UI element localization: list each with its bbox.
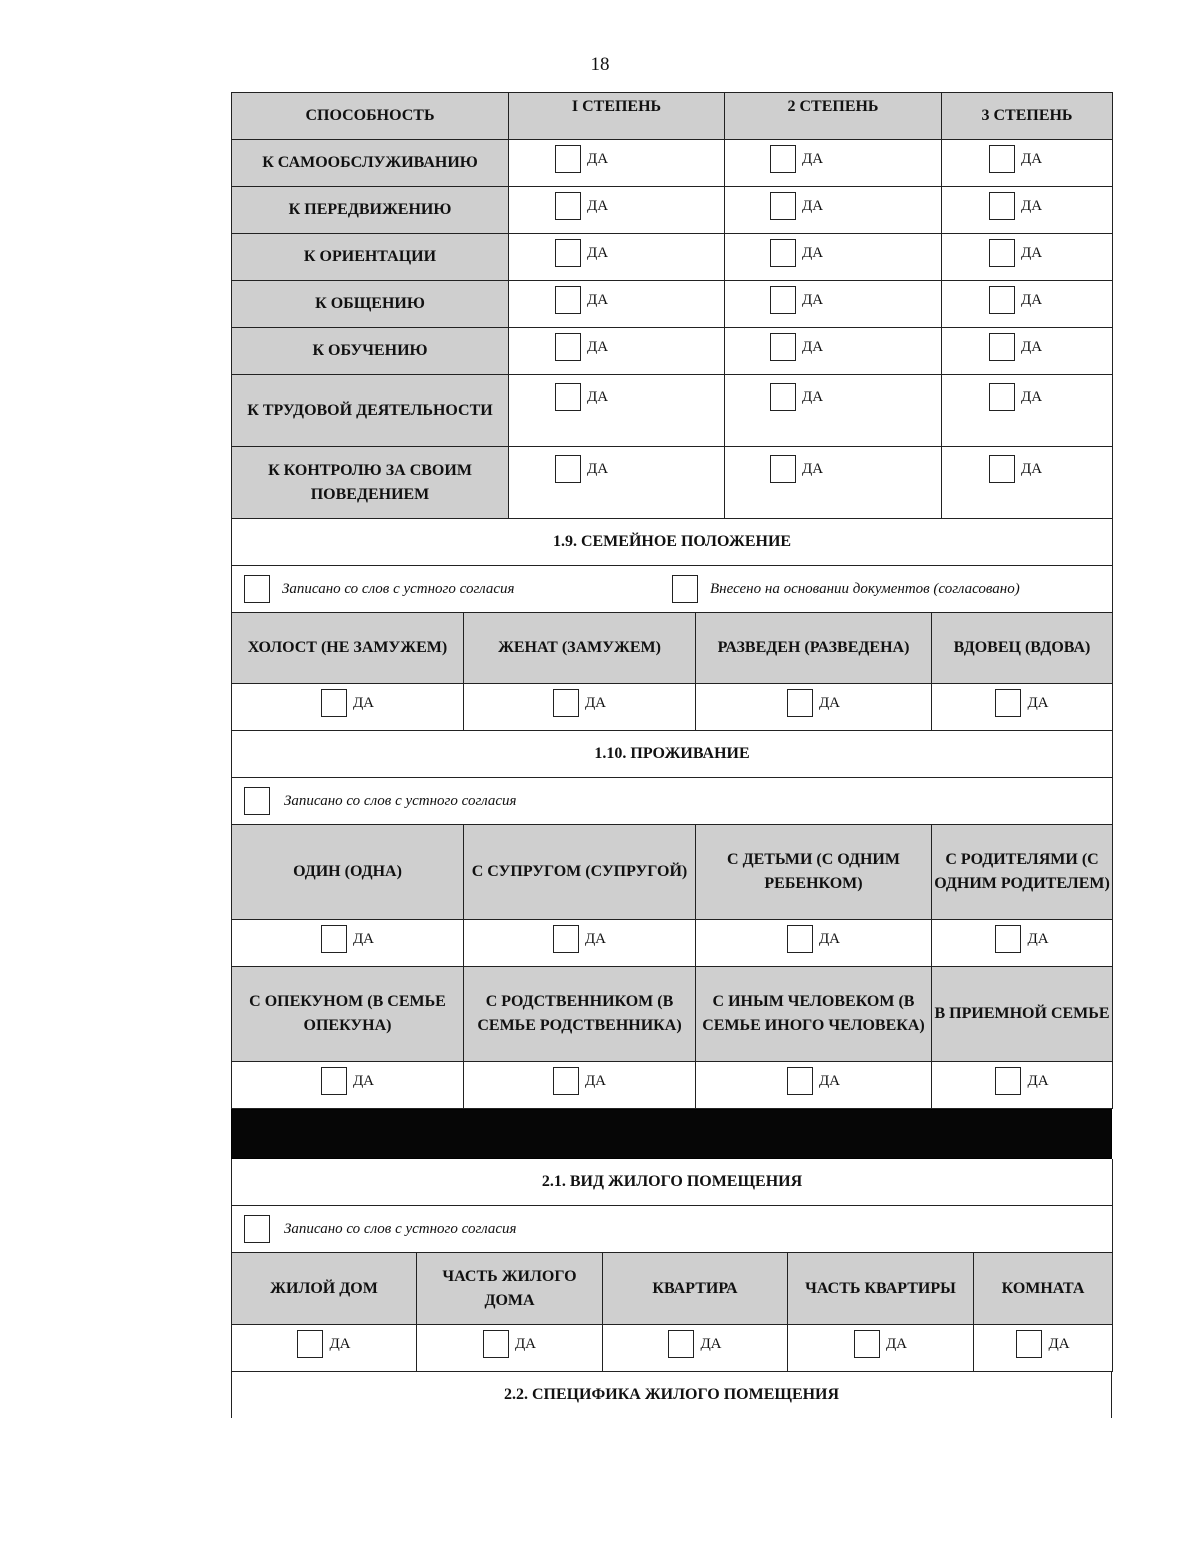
housing-yes-3-cell	[788, 1325, 974, 1372]
ability-6-degree-2-cell	[725, 447, 942, 519]
housing-yes-4-checkbox[interactable]	[1016, 1330, 1042, 1358]
family-option-widowed: ВДОВЕЦ (ВДОВА)	[932, 613, 1113, 684]
living-yes-b-1-label: ДА	[584, 1073, 607, 1089]
ability-0-degree-3-cell	[942, 140, 1113, 187]
housing-yes-0-cell	[232, 1325, 417, 1372]
ability-5-degree-3-option	[989, 383, 1042, 411]
ability-name: К ОБЩЕНИЮ	[232, 281, 509, 328]
housing-option-2: КВАРТИРА	[603, 1253, 788, 1325]
section-title-living: 1.10. ПРОЖИВАНИЕ	[232, 731, 1113, 778]
ability-1-degree-3-cell	[942, 187, 1113, 234]
housing-yes-4-option	[1016, 1330, 1069, 1358]
family-yes-0-label: ДА	[352, 695, 375, 711]
ability-3-degree-3-checkbox[interactable]	[989, 286, 1015, 314]
ability-3-degree-1-option	[555, 286, 608, 314]
family-yes-0-checkbox[interactable]	[321, 689, 347, 717]
ability-5-degree-2-label: ДА	[802, 389, 824, 405]
ability-0-degree-3-option	[989, 145, 1042, 173]
living-oral-consent-checkbox[interactable]	[244, 787, 270, 815]
living-yes-b-0-checkbox[interactable]	[321, 1067, 347, 1095]
family-section	[231, 519, 1113, 731]
ability-0-degree-1-checkbox[interactable]	[555, 145, 581, 173]
ability-4-degree-1-checkbox[interactable]	[555, 333, 581, 361]
ability-0-degree-2-cell	[725, 140, 942, 187]
ability-0-degree-3-label: ДА	[1021, 151, 1043, 167]
living-option-b-3: В ПРИЕМНОЙ СЕМЬЕ	[932, 967, 1113, 1062]
ability-2-degree-1-option	[555, 239, 608, 267]
living-yes-b-0-cell	[232, 1062, 464, 1109]
housing-yes-3-option	[854, 1330, 907, 1358]
living-option-a-3: С РОДИТЕЛЯМИ (С ОДНИМ РОДИТЕЛЕМ)	[932, 825, 1113, 920]
ability-row	[232, 234, 1113, 281]
ability-1-degree-2-cell	[725, 187, 942, 234]
ability-row	[232, 140, 1113, 187]
housing-yes-0-label: ДА	[329, 1336, 351, 1352]
ability-4-degree-2-cell	[725, 328, 942, 375]
housing-yes-2-label: ДА	[700, 1336, 722, 1352]
housing-option-3: ЧАСТЬ КВАРТИРЫ	[788, 1253, 974, 1325]
family-yes-1-label: ДА	[584, 695, 607, 711]
housing-yes-2-option	[668, 1330, 721, 1358]
family-yes-1-checkbox[interactable]	[553, 689, 579, 717]
living-yes-b-1-checkbox[interactable]	[553, 1067, 579, 1095]
black-separator-band	[231, 1109, 1112, 1159]
ability-6-degree-3-label: ДА	[1021, 461, 1043, 477]
living-yes-b-2-option	[787, 1067, 840, 1095]
ability-0-degree-1-cell	[509, 140, 725, 187]
ability-5-degree-1-checkbox[interactable]	[555, 383, 581, 411]
housing-oral-consent-checkbox[interactable]	[244, 1215, 270, 1243]
section-title-family: 1.9. СЕМЕЙНОЕ ПОЛОЖЕНИЕ	[232, 519, 1113, 566]
family-yes-1-option	[553, 689, 606, 717]
family-yes-2-checkbox[interactable]	[787, 689, 813, 717]
housing-yes-0-checkbox[interactable]	[297, 1330, 323, 1358]
housing-oral-consent-label: Записано со слов с устного согласия	[284, 1221, 517, 1237]
ability-2-degree-1-cell	[509, 234, 725, 281]
ability-4-degree-2-label: ДА	[802, 339, 824, 355]
ability-1-degree-1-option	[555, 192, 608, 220]
family-yes-3-option	[995, 689, 1048, 717]
family-oral-consent-label: Записано со слов с устного согласия	[282, 581, 515, 597]
living-yes-b-1-cell	[464, 1062, 696, 1109]
living-yes-b-3-cell	[932, 1062, 1113, 1109]
housing-yes-3-checkbox[interactable]	[854, 1330, 880, 1358]
ability-name: К ТРУДОВОЙ ДЕЯТЕЛЬНОСТИ	[232, 375, 509, 447]
ability-name: К ПЕРЕДВИЖЕНИЮ	[232, 187, 509, 234]
ability-6-degree-1-checkbox[interactable]	[555, 455, 581, 483]
ability-1-degree-3-label: ДА	[1021, 198, 1043, 214]
living-yes-a-2-label: ДА	[818, 931, 841, 947]
ability-1-degree-3-checkbox[interactable]	[989, 192, 1015, 220]
housing-yes-4-label: ДА	[1048, 1336, 1070, 1352]
family-yes-3-label: ДА	[1027, 695, 1049, 711]
ability-6-degree-2-option	[770, 455, 823, 483]
ability-2-degree-3-cell	[942, 234, 1113, 281]
living-yes-a-3-option	[995, 925, 1048, 953]
living-yes-b-0-label: ДА	[352, 1073, 375, 1089]
ability-0-degree-2-label: ДА	[802, 151, 824, 167]
housing-yes-3-label: ДА	[885, 1336, 908, 1352]
living-yes-a-1-cell	[464, 920, 696, 967]
living-yes-a-2-cell	[696, 920, 932, 967]
family-documents-checkbox[interactable]	[672, 575, 698, 603]
living-yes-a-2-option	[787, 925, 840, 953]
ability-5-degree-2-checkbox[interactable]	[770, 383, 796, 411]
ability-2-degree-2-checkbox[interactable]	[770, 239, 796, 267]
living-yes-a-3-checkbox[interactable]	[995, 925, 1021, 953]
ability-6-degree-2-label: ДА	[802, 461, 824, 477]
ability-3-degree-1-cell	[509, 281, 725, 328]
ability-5-degree-2-option	[770, 383, 823, 411]
living-section	[231, 731, 1113, 1109]
housing-option-4: КОМНАТА	[974, 1253, 1113, 1325]
family-yes-2-option	[787, 689, 840, 717]
ability-4-degree-3-label: ДА	[1021, 339, 1043, 355]
living-yes-b-3-label: ДА	[1027, 1073, 1049, 1089]
ability-row	[232, 375, 1113, 447]
ability-3-degree-2-cell	[725, 281, 942, 328]
family-yes-2-label: ДА	[818, 695, 841, 711]
living-yes-b-2-cell	[696, 1062, 932, 1109]
ability-2-degree-1-label: ДА	[587, 245, 609, 261]
ability-1-degree-2-option	[770, 192, 823, 220]
section-title-specifics: 2.2. СПЕЦИФИКА ЖИЛОГО ПОМЕЩЕНИЯ	[232, 1372, 1112, 1418]
ability-4-degree-2-option	[770, 333, 823, 361]
living-option-a-0: ОДИН (ОДНА)	[232, 825, 464, 920]
ability-4-degree-2-checkbox[interactable]	[770, 333, 796, 361]
living-yes-a-1-label: ДА	[584, 931, 607, 947]
ability-4-degree-1-option	[555, 333, 608, 361]
ability-4-degree-3-checkbox[interactable]	[989, 333, 1015, 361]
living-yes-a-0-cell	[232, 920, 464, 967]
ability-name: К ОРИЕНТАЦИИ	[232, 234, 509, 281]
ability-2-degree-3-label: ДА	[1021, 245, 1043, 261]
housing-yes-0-option	[297, 1330, 350, 1358]
ability-3-degree-3-option	[989, 286, 1042, 314]
housing-yes-2-checkbox[interactable]	[668, 1330, 694, 1358]
ability-5-degree-3-checkbox[interactable]	[989, 383, 1015, 411]
header-degree-3: 3 СТЕПЕНЬ	[942, 93, 1113, 140]
ability-1-degree-1-label: ДА	[587, 198, 609, 214]
ability-2-degree-1-checkbox[interactable]	[555, 239, 581, 267]
specifics-section	[231, 1372, 1112, 1418]
ability-2-degree-2-option	[770, 239, 823, 267]
ability-name: К ОБУЧЕНИЮ	[232, 328, 509, 375]
ability-2-degree-2-label: ДА	[802, 245, 824, 261]
ability-5-degree-1-option	[555, 383, 608, 411]
living-yes-a-0-label: ДА	[352, 931, 375, 947]
ability-3-degree-2-label: ДА	[802, 292, 824, 308]
ability-1-degree-1-checkbox[interactable]	[555, 192, 581, 220]
family-oral-consent-checkbox[interactable]	[244, 575, 270, 603]
ability-4-degree-3-option	[989, 333, 1042, 361]
ability-2-degree-3-checkbox[interactable]	[989, 239, 1015, 267]
ability-row	[232, 328, 1113, 375]
ability-5-degree-1-cell	[509, 375, 725, 447]
ability-4-degree-1-cell	[509, 328, 725, 375]
family-yes-0-option	[321, 689, 374, 717]
family-yes-2-cell	[696, 684, 932, 731]
family-yes-1-cell	[464, 684, 696, 731]
ability-2-degree-2-cell	[725, 234, 942, 281]
living-option-b-1: С РОДСТВЕННИКОМ (В СЕМЬЕ РОДСТВЕННИКА)	[464, 967, 696, 1062]
family-documents-label: Внесено на основании документов (согласовано)	[710, 581, 1020, 597]
housing-yes-1-option	[483, 1330, 536, 1358]
living-yes-a-3-cell	[932, 920, 1113, 967]
ability-6-degree-1-option	[555, 455, 608, 483]
ability-name: К КОНТРОЛЮ ЗА СВОИМ ПОВЕДЕНИЕМ	[232, 447, 509, 519]
living-yes-a-1-option	[553, 925, 606, 953]
ability-6-degree-3-checkbox[interactable]	[989, 455, 1015, 483]
housing-section	[231, 1159, 1113, 1372]
ability-3-degree-2-option	[770, 286, 823, 314]
living-yes-b-0-option	[321, 1067, 374, 1095]
housing-yes-1-checkbox[interactable]	[483, 1330, 509, 1358]
family-option-single: ХОЛОСТ (НЕ ЗАМУЖЕМ)	[232, 613, 464, 684]
ability-4-degree-1-label: ДА	[587, 339, 609, 355]
family-yes-3-checkbox[interactable]	[995, 689, 1021, 717]
ability-5-degree-3-label: ДА	[1021, 389, 1043, 405]
living-yes-b-2-checkbox[interactable]	[787, 1067, 813, 1095]
header-ability: СПОСОБНОСТЬ	[232, 93, 509, 140]
living-yes-a-0-option	[321, 925, 374, 953]
family-yes-3-cell	[932, 684, 1113, 731]
form-sheet	[231, 92, 1112, 1418]
living-yes-b-2-label: ДА	[818, 1073, 841, 1089]
family-option-married: ЖЕНАТ (ЗАМУЖЕМ)	[464, 613, 696, 684]
ability-table	[231, 92, 1113, 519]
ability-2-degree-3-option	[989, 239, 1042, 267]
ability-5-degree-3-cell	[942, 375, 1113, 447]
header-degree-1: I СТЕПЕНЬ	[509, 93, 725, 140]
header-degree-2: 2 СТЕПЕНЬ	[725, 93, 942, 140]
living-option-a-1: С СУПРУГОМ (СУПРУГОЙ)	[464, 825, 696, 920]
living-yes-b-3-checkbox[interactable]	[995, 1067, 1021, 1095]
living-option-a-2: С ДЕТЬМИ (С ОДНИМ РЕБЕНКОМ)	[696, 825, 932, 920]
ability-6-degree-1-label: ДА	[587, 461, 609, 477]
living-yes-a-3-label: ДА	[1027, 931, 1049, 947]
ability-6-degree-1-cell	[509, 447, 725, 519]
ability-6-degree-3-option	[989, 455, 1042, 483]
living-yes-b-3-option	[995, 1067, 1048, 1095]
housing-yes-2-cell	[603, 1325, 788, 1372]
living-yes-a-0-checkbox[interactable]	[321, 925, 347, 953]
living-yes-a-1-checkbox[interactable]	[553, 925, 579, 953]
ability-5-degree-1-label: ДА	[587, 389, 609, 405]
ability-6-degree-2-checkbox[interactable]	[770, 455, 796, 483]
living-option-b-2: С ИНЫМ ЧЕЛОВЕКОМ (В СЕМЬЕ ИНОГО ЧЕЛОВЕКА)	[696, 967, 932, 1062]
housing-yes-1-label: ДА	[514, 1336, 537, 1352]
ability-3-degree-3-label: ДА	[1021, 292, 1043, 308]
ability-1-degree-2-checkbox[interactable]	[770, 192, 796, 220]
ability-row	[232, 447, 1113, 519]
ability-row	[232, 281, 1113, 328]
page-number: 18	[590, 54, 610, 75]
housing-option-0: ЖИЛОЙ ДОМ	[232, 1253, 417, 1325]
section-title-housing: 2.1. ВИД ЖИЛОГО ПОМЕЩЕНИЯ	[232, 1159, 1113, 1206]
living-yes-b-1-option	[553, 1067, 606, 1095]
ability-0-degree-2-option	[770, 145, 823, 173]
ability-6-degree-3-cell	[942, 447, 1113, 519]
housing-yes-1-cell	[417, 1325, 603, 1372]
housing-yes-4-cell	[974, 1325, 1113, 1372]
ability-3-degree-2-checkbox[interactable]	[770, 286, 796, 314]
ability-0-degree-1-label: ДА	[587, 151, 609, 167]
ability-0-degree-2-checkbox[interactable]	[770, 145, 796, 173]
ability-5-degree-2-cell	[725, 375, 942, 447]
ability-4-degree-3-cell	[942, 328, 1113, 375]
family-option-divorced: РАЗВЕДЕН (РАЗВЕДЕНА)	[696, 613, 932, 684]
living-yes-a-2-checkbox[interactable]	[787, 925, 813, 953]
ability-1-degree-1-cell	[509, 187, 725, 234]
ability-0-degree-3-checkbox[interactable]	[989, 145, 1015, 173]
ability-3-degree-1-label: ДА	[587, 292, 609, 308]
ability-1-degree-2-label: ДА	[802, 198, 824, 214]
ability-3-degree-1-checkbox[interactable]	[555, 286, 581, 314]
ability-row	[232, 187, 1113, 234]
ability-3-degree-3-cell	[942, 281, 1113, 328]
ability-0-degree-1-option	[555, 145, 608, 173]
living-oral-consent-label: Записано со слов с устного согласия	[284, 793, 517, 809]
ability-name: К САМООБСЛУЖИВАНИЮ	[232, 140, 509, 187]
housing-option-1: ЧАСТЬ ЖИЛОГО ДОМА	[417, 1253, 603, 1325]
living-option-b-0: С ОПЕКУНОМ (В СЕМЬЕ ОПЕКУНА)	[232, 967, 464, 1062]
ability-1-degree-3-option	[989, 192, 1042, 220]
family-yes-0-cell	[232, 684, 464, 731]
